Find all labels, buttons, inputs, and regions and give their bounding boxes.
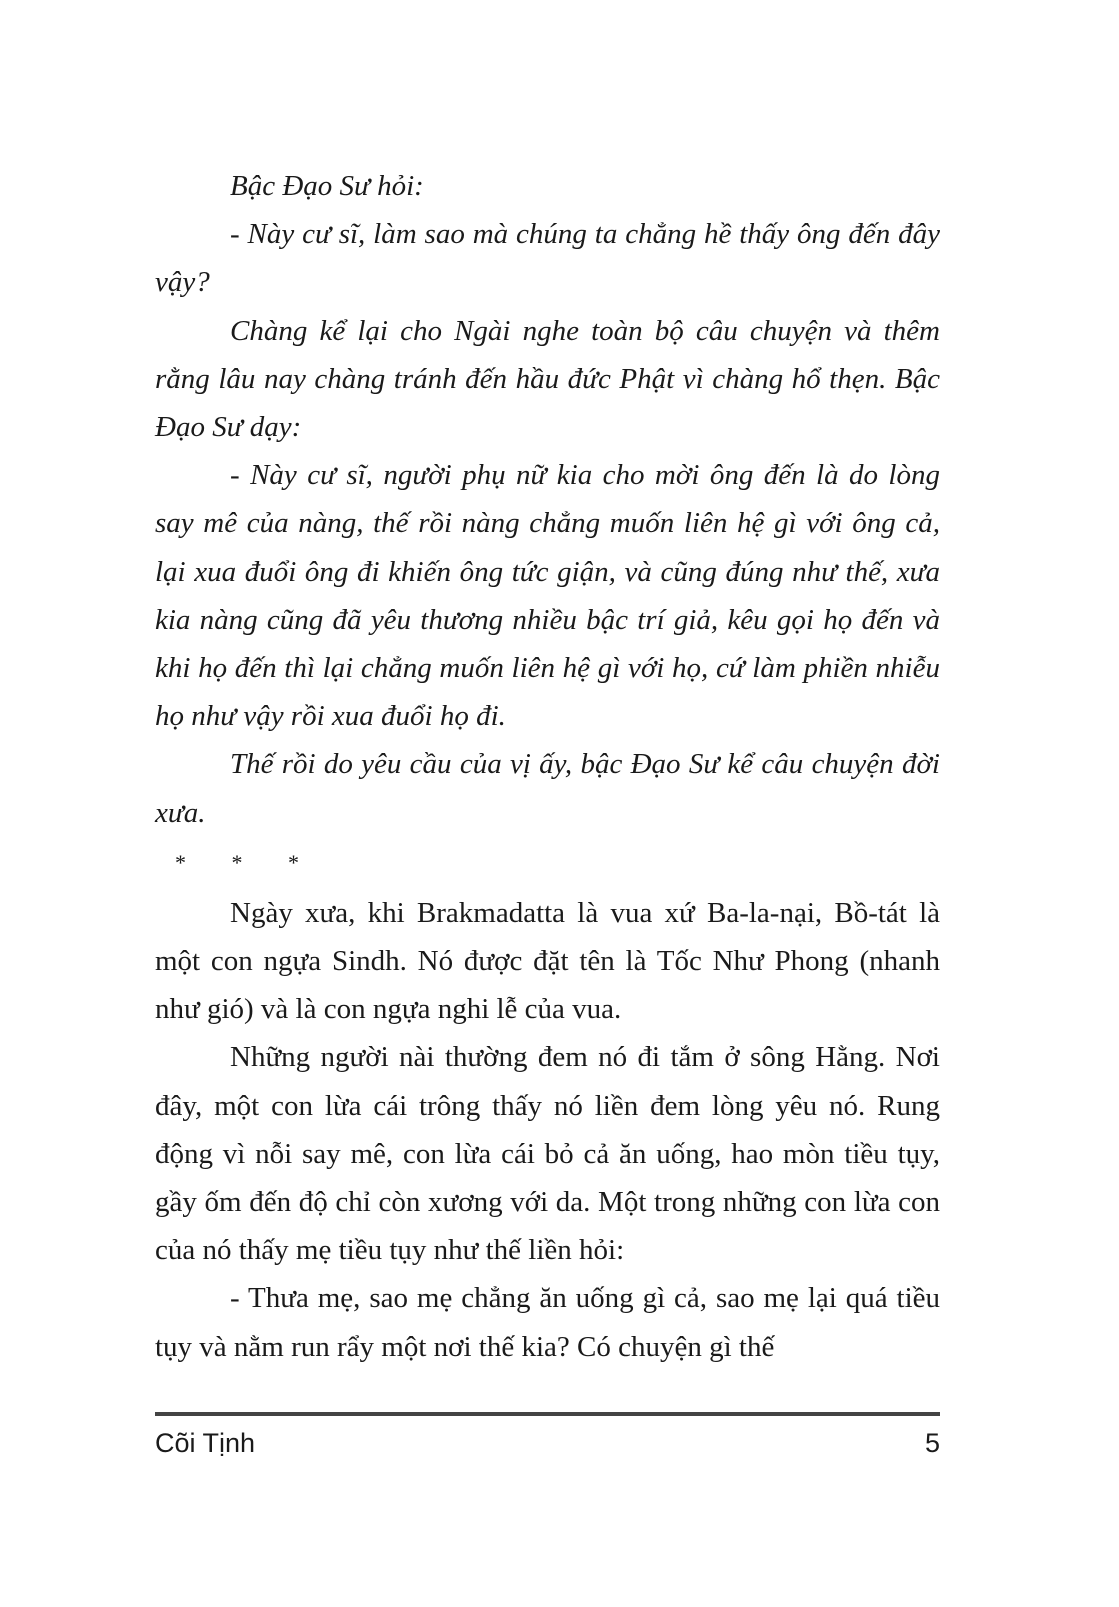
page-number: 5 [924,1428,940,1458]
footer-divider [155,1412,940,1416]
section-separator: * * * [175,849,319,875]
paragraph-question: - Này cư sĩ, làm sao mà chúng ta chẳng hề thấy ông đến đây vậy? [155,218,940,299]
paragraph-story-2: Những người nài thường đem nó đi tắm ở sông Hằng. Nơi đây, một con lừa cái trông thấy nó liền đem lòng yêu nó. Rung động vì nỗi say mê, con lừa cái bỏ cả ăn uống, hao mòn tiều tụy, gầy ốm đến độ chỉ còn xương với da. Một trong những con lừa con của nó thấy mẹ tiều tụy như thế liền hỏi: [155,1041,940,1267]
paragraph-story-1: Ngày xưa, khi Brakmadatta là vua xứ Ba-la-nại, Bồ-tát là một con ngựa Sindh. Nó được đặt tên là Tốc Như Phong (nhanh như gió) và là con ngựa nghi lễ của vua. [155,896,940,1026]
paragraph-teaching: - Này cư sĩ, người phụ nữ kia cho mời ông đến là do lòng say mê của nàng, thế rồi nàng chẳng muốn liên hệ gì với ông cả, lại xua đuổi ông đi khiến ông tức giận, và cũng đúng như thế, xưa kia nàng cũng đã yêu thương nhiều bậc trí giả, kêu gọi họ đến và khi họ đến thì lại chẳng muốn liên hệ gì với họ, cứ làm phiền nhiễu họ như vậy rồi xua đuổi họ đi. [155,459,940,733]
paragraph-story-3: - Thưa mẹ, sao mẹ chẳng ăn uống gì cả, sao mẹ lại quá tiều tụy và nằm run rẩy một nơi thế kia? Có chuyện gì thế [155,1282,940,1363]
paragraph-story-intro: Thế rồi do yêu cầu của vị ấy, bậc Đạo Sư kể câu chuyện đời xưa. [155,748,940,829]
book-title: Cõi Tịnh [155,1428,256,1458]
paragraph-question-intro: Bậc Đạo Sư hỏi: [230,170,424,202]
paragraph-reply: Chàng kể lại cho Ngài nghe toàn bộ câu chuyện và thêm rằng lâu nay chàng tránh đến hầu đức Phật vì chàng hổ thẹn. Bậc Đạo Sư dạy: [155,314,940,444]
page-body [155,162,940,1371]
